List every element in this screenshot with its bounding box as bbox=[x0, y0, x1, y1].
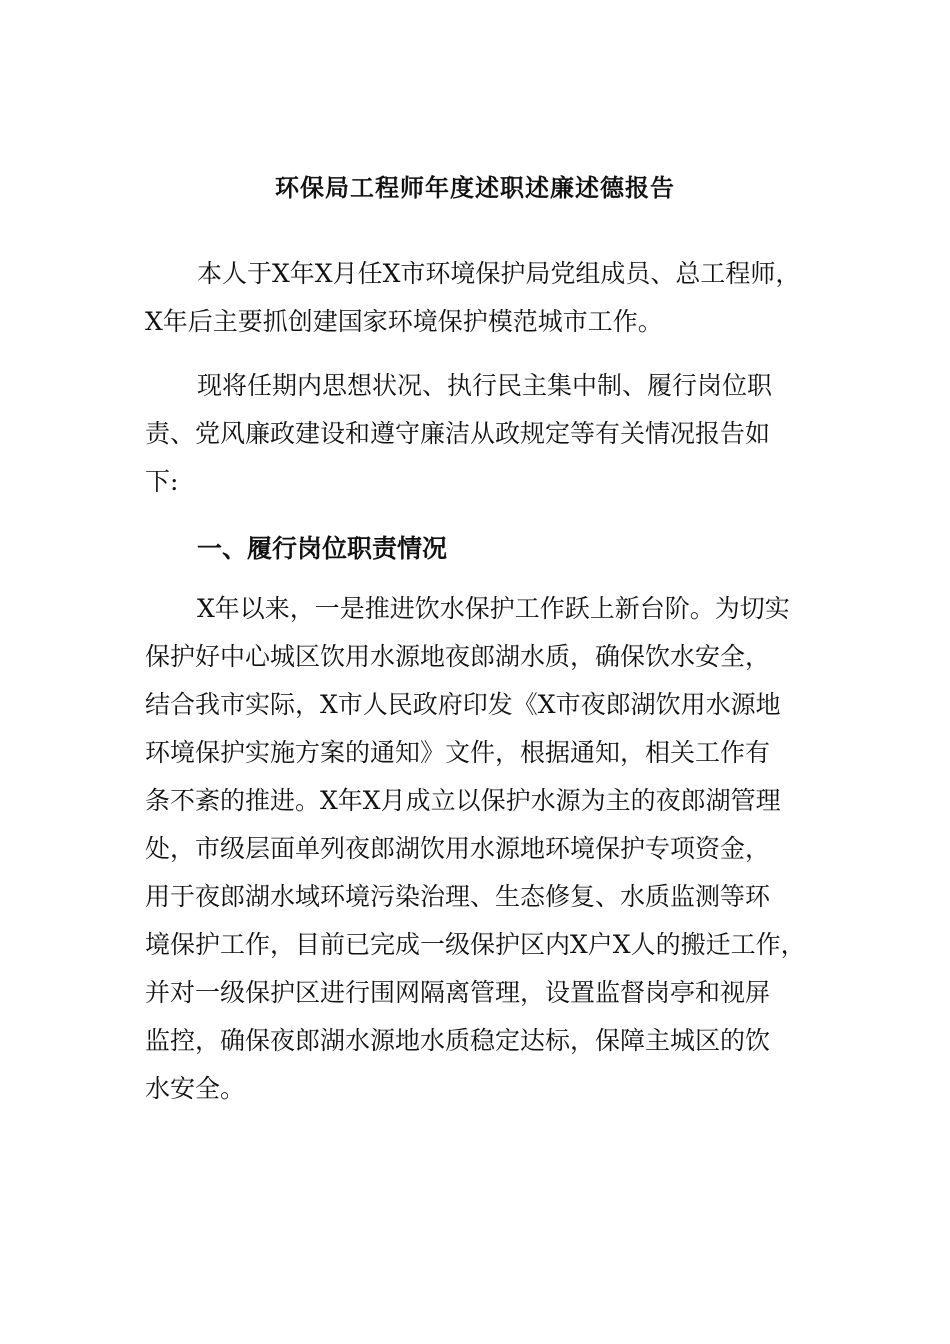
paragraph-line: 结合我市实际，X市人民政府印发《X市夜郎湖饮用水源地 bbox=[145, 690, 781, 719]
document-title: 环保局工程师年度述职述廉述德报告 bbox=[275, 173, 675, 202]
paragraph-line: 并对一级保护区进行围网隔离管理，设置监督岗亭和视屏 bbox=[145, 978, 771, 1007]
paragraph-water-protection bbox=[145, 585, 825, 1113]
paragraph-line: 下: bbox=[145, 467, 179, 496]
paragraph-line: X年以来，一是推进饮水保护工作跃上新台阶。为切实 bbox=[197, 594, 790, 623]
section-heading: 一、履行岗位职责情况 bbox=[197, 534, 448, 563]
paragraph-line: 用于夜郎湖水域环境污染治理、生态修复、水质监测等环 bbox=[145, 882, 771, 911]
paragraph-line: 境保护工作，目前已完成一级保护区内X户X人的搬迁工作， bbox=[145, 930, 806, 959]
paragraph-line: 监控，确保夜郎湖水源地水质稳定达标，保障主城区的饮 bbox=[145, 1026, 771, 1055]
paragraph-summary bbox=[145, 362, 825, 506]
paragraph-line: 责、党风廉政建设和遵守廉洁从政规定等有关情况报告如 bbox=[145, 419, 771, 448]
paragraph-line: 现将任期内思想状况、执行民主集中制、履行岗位职 bbox=[197, 371, 773, 400]
paragraph-line: 处，市级层面单列夜郎湖饮用水源地环境保护专项资金， bbox=[145, 834, 771, 863]
paragraph-line: 水安全。 bbox=[145, 1074, 246, 1103]
paragraph-intro bbox=[145, 250, 825, 346]
paragraph-line: 本人于X年X月任X市环境保护局党组成员、总工程师， bbox=[197, 259, 801, 288]
paragraph-line: 环境保护实施方案的通知》文件，根据通知，相关工作有 bbox=[145, 738, 771, 767]
paragraph-line: 保护好中心城区饮用水源地夜郎湖水质，确保饮水安全， bbox=[145, 642, 771, 671]
paragraph-line: 条不紊的推进。X年X月成立以保护水源为主的夜郎湖管理 bbox=[145, 786, 781, 815]
paragraph-line: X年后主要抓创建国家环境保护模范城市工作。 bbox=[145, 307, 663, 336]
